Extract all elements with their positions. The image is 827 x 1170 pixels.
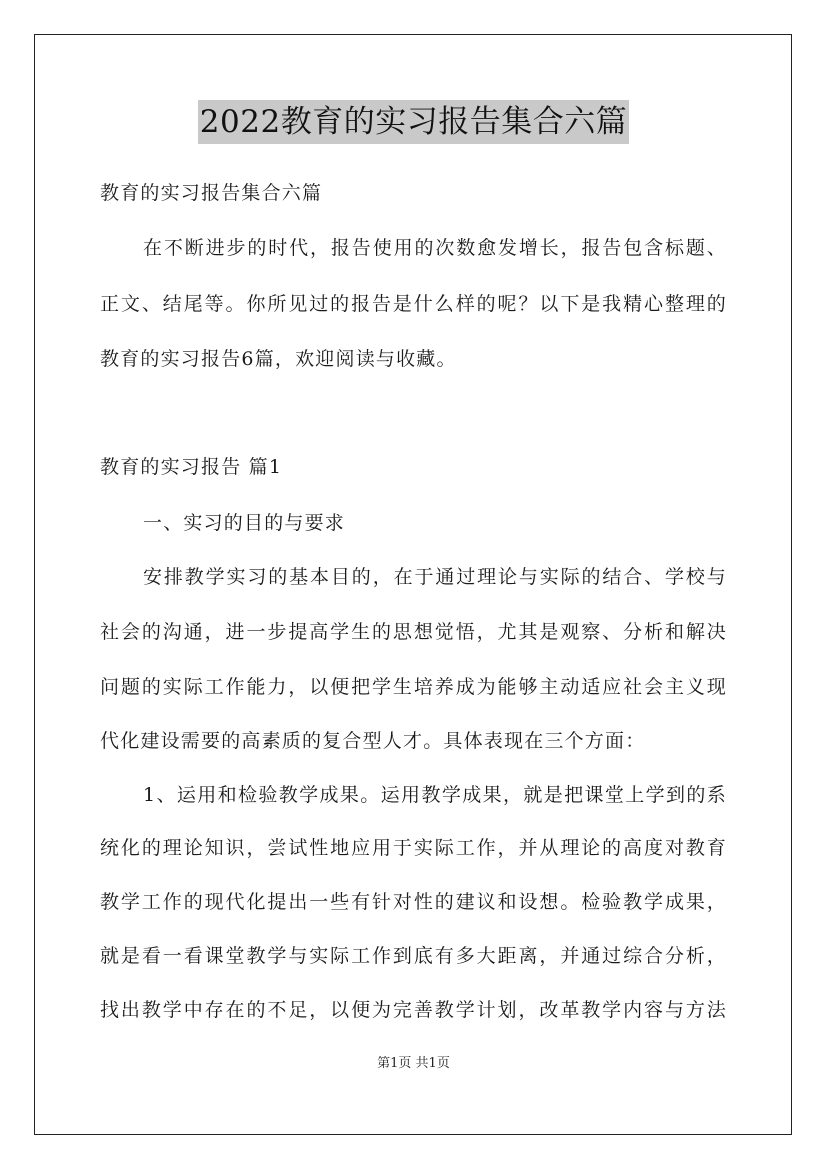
part-heading: 一、实习的目的与要求 bbox=[143, 512, 346, 534]
intro-line-1: 在不断进步的时代，报告使用的次数愈发增长，报告包含标题、 bbox=[143, 237, 727, 259]
subtitle: 教育的实习报告集合六篇 bbox=[100, 182, 323, 204]
paragraph1-line-4: 代化建设需要的高素质的复合型人才。具体表现在三个方面： bbox=[100, 730, 646, 752]
paragraph2-line-3: 教学工作的现代化提出一些有针对性的建议和设想。检验教学成果， bbox=[100, 891, 727, 913]
page-footer: 第1页 共1页 bbox=[377, 1056, 450, 1071]
paragraph1-line-3: 问题的实际工作能力，以便把学生培养成为能够主动适应社会主义现 bbox=[100, 676, 727, 698]
paragraph1-line-1: 安排教学实习的基本目的，在于通过理论与实际的结合、学校与 bbox=[143, 566, 727, 588]
paragraph2-line-5: 找出教学中存在的不足，以便为完善教学计划，改革教学内容与方法 bbox=[100, 999, 727, 1021]
intro-line-3: 教育的实习报告6篇，欢迎阅读与收藏。 bbox=[100, 348, 457, 370]
document-title: 2022教育的实习报告集合六篇 bbox=[198, 100, 629, 144]
paragraph2-line-2: 统化的理论知识，尝试性地应用于实际工作，并从理论的高度对教育 bbox=[100, 837, 727, 859]
paragraph1-line-2: 社会的沟通，进一步提高学生的思想觉悟，尤其是观察、分析和解决 bbox=[100, 621, 727, 643]
paragraph2-line-1: 1、运用和检验教学成果。运用教学成果，就是把课堂上学到的系 bbox=[143, 784, 727, 806]
section-heading: 教育的实习报告 篇1 bbox=[100, 456, 283, 478]
title-container bbox=[0, 100, 827, 144]
paragraph2-line-4: 就是看一看课堂教学与实际工作到底有多大距离，并通过综合分析， bbox=[100, 945, 727, 967]
intro-line-2: 正文、结尾等。你所见过的报告是什么样的呢？以下是我精心整理的 bbox=[100, 293, 727, 315]
